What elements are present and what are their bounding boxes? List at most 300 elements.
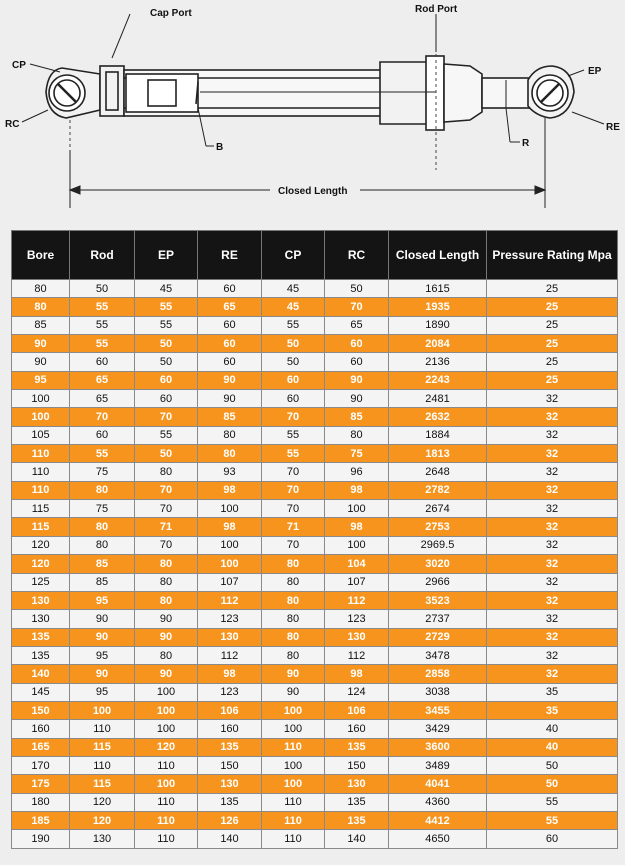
cell-rc: 112 [325, 646, 389, 664]
cell-bore: 80 [12, 298, 70, 316]
cell-ep: 70 [135, 408, 198, 426]
cell-re: 112 [198, 591, 262, 609]
cell-rod: 110 [70, 756, 135, 774]
cell-closed-length: 3489 [389, 756, 487, 774]
cell-rc: 60 [325, 335, 389, 353]
cell-re: 60 [198, 353, 262, 371]
cell-closed-length: 2481 [389, 390, 487, 408]
cell-cp: 55 [262, 316, 325, 334]
col-ep-header: EP [135, 231, 198, 280]
cell-closed-length: 2084 [389, 335, 487, 353]
cell-bore: 165 [12, 738, 70, 756]
cell-ep: 90 [135, 628, 198, 646]
table-row [12, 811, 618, 829]
cell-rod: 60 [70, 426, 135, 444]
table-row [12, 426, 618, 444]
cell-closed-length: 1935 [389, 298, 487, 316]
table-row [12, 646, 618, 664]
cell-rod: 115 [70, 775, 135, 793]
cell-ep: 55 [135, 426, 198, 444]
cell-bore: 130 [12, 591, 70, 609]
cell-bore: 125 [12, 573, 70, 591]
cell-bore: 100 [12, 408, 70, 426]
cell-rc: 100 [325, 500, 389, 518]
cell-cp: 70 [262, 481, 325, 499]
cell-rod: 70 [70, 408, 135, 426]
cell-closed-length: 4360 [389, 793, 487, 811]
cell-bore: 135 [12, 646, 70, 664]
cell-rod: 75 [70, 500, 135, 518]
cell-re: 123 [198, 610, 262, 628]
cell-rc: 98 [325, 518, 389, 536]
col-pressure-rating-header: Pressure Rating Mpa [487, 231, 618, 280]
cell-rc: 135 [325, 738, 389, 756]
cell-ep: 80 [135, 463, 198, 481]
cell-cp: 45 [262, 280, 325, 298]
cell-rc: 90 [325, 390, 389, 408]
table-body [12, 280, 618, 849]
table-row [12, 738, 618, 756]
col-bore-header: Bore [12, 231, 70, 280]
cell-cp: 70 [262, 536, 325, 554]
cell-rod: 55 [70, 298, 135, 316]
cell-cp: 80 [262, 573, 325, 591]
cell-pressure-rating: 32 [487, 445, 618, 463]
cell-bore: 140 [12, 665, 70, 683]
cell-closed-length: 3429 [389, 720, 487, 738]
cell-rc: 96 [325, 463, 389, 481]
cell-closed-length: 2858 [389, 665, 487, 683]
cell-pressure-rating: 35 [487, 683, 618, 701]
cell-rod: 65 [70, 390, 135, 408]
table-row [12, 610, 618, 628]
cell-re: 85 [198, 408, 262, 426]
cell-ep: 110 [135, 793, 198, 811]
cell-re: 80 [198, 445, 262, 463]
cell-rod: 80 [70, 518, 135, 536]
cell-rc: 90 [325, 371, 389, 389]
cell-closed-length: 3600 [389, 738, 487, 756]
table-row [12, 830, 618, 848]
cell-rod: 55 [70, 316, 135, 334]
cell-rc: 160 [325, 720, 389, 738]
cell-closed-length: 2674 [389, 500, 487, 518]
cell-re: 140 [198, 830, 262, 848]
cell-re: 60 [198, 316, 262, 334]
cell-pressure-rating: 32 [487, 573, 618, 591]
cell-ep: 50 [135, 335, 198, 353]
cell-re: 90 [198, 390, 262, 408]
cell-rc: 104 [325, 555, 389, 573]
cell-closed-length: 3020 [389, 555, 487, 573]
table-row [12, 280, 618, 298]
table-row [12, 335, 618, 353]
table-row [12, 353, 618, 371]
cell-ep: 80 [135, 646, 198, 664]
cell-cp: 50 [262, 353, 325, 371]
cell-pressure-rating: 25 [487, 335, 618, 353]
cell-closed-length: 3523 [389, 591, 487, 609]
cell-bore: 175 [12, 775, 70, 793]
cell-cp: 80 [262, 555, 325, 573]
table-row [12, 665, 618, 683]
cell-re: 60 [198, 280, 262, 298]
cell-rod: 55 [70, 445, 135, 463]
cell-ep: 110 [135, 756, 198, 774]
cell-pressure-rating: 32 [487, 610, 618, 628]
cell-bore: 135 [12, 628, 70, 646]
cell-ep: 90 [135, 665, 198, 683]
cell-closed-length: 2753 [389, 518, 487, 536]
cell-cp: 60 [262, 390, 325, 408]
cell-bore: 80 [12, 280, 70, 298]
cell-rod: 90 [70, 610, 135, 628]
cell-closed-length: 2729 [389, 628, 487, 646]
cell-bore: 110 [12, 481, 70, 499]
cell-cp: 100 [262, 701, 325, 719]
cell-rod: 110 [70, 720, 135, 738]
cell-bore: 105 [12, 426, 70, 444]
cell-pressure-rating: 32 [487, 463, 618, 481]
table-row [12, 445, 618, 463]
col-re-header: RE [198, 231, 262, 280]
cell-re: 130 [198, 628, 262, 646]
cell-closed-length: 2966 [389, 573, 487, 591]
cell-closed-length: 3038 [389, 683, 487, 701]
cell-pressure-rating: 32 [487, 500, 618, 518]
cell-closed-length: 4650 [389, 830, 487, 848]
cell-bore: 95 [12, 371, 70, 389]
cell-rod: 95 [70, 683, 135, 701]
cell-pressure-rating: 40 [487, 720, 618, 738]
cell-closed-length: 2969.5 [389, 536, 487, 554]
cell-bore: 130 [12, 610, 70, 628]
cell-pressure-rating: 32 [487, 426, 618, 444]
cell-rod: 75 [70, 463, 135, 481]
table-row [12, 371, 618, 389]
cell-ep: 80 [135, 591, 198, 609]
cell-rc: 70 [325, 298, 389, 316]
cell-ep: 50 [135, 445, 198, 463]
cell-bore: 85 [12, 316, 70, 334]
cell-rod: 55 [70, 335, 135, 353]
cell-rod: 60 [70, 353, 135, 371]
cell-rc: 98 [325, 665, 389, 683]
cell-rc: 150 [325, 756, 389, 774]
cell-rc: 107 [325, 573, 389, 591]
cell-pressure-rating: 32 [487, 628, 618, 646]
cell-ep: 55 [135, 316, 198, 334]
cell-rc: 98 [325, 481, 389, 499]
table-row [12, 500, 618, 518]
cell-cp: 80 [262, 591, 325, 609]
cell-re: 150 [198, 756, 262, 774]
cell-rod: 50 [70, 280, 135, 298]
table-row [12, 536, 618, 554]
cell-bore: 150 [12, 701, 70, 719]
cell-re: 106 [198, 701, 262, 719]
re-label: RE [606, 122, 620, 133]
cell-bore: 185 [12, 811, 70, 829]
cell-bore: 90 [12, 353, 70, 371]
cell-cp: 80 [262, 610, 325, 628]
r-label: R [522, 138, 530, 149]
cell-ep: 80 [135, 573, 198, 591]
cell-pressure-rating: 32 [487, 646, 618, 664]
cell-pressure-rating: 32 [487, 390, 618, 408]
cell-pressure-rating: 32 [487, 665, 618, 683]
cell-ep: 70 [135, 500, 198, 518]
cell-bore: 145 [12, 683, 70, 701]
cell-ep: 120 [135, 738, 198, 756]
cell-rod: 85 [70, 573, 135, 591]
cell-pressure-rating: 25 [487, 316, 618, 334]
table-row [12, 390, 618, 408]
cell-closed-length: 2648 [389, 463, 487, 481]
cell-cp: 100 [262, 720, 325, 738]
cell-pressure-rating: 60 [487, 830, 618, 848]
cell-ep: 70 [135, 481, 198, 499]
cell-rod: 130 [70, 830, 135, 848]
cell-closed-length: 2632 [389, 408, 487, 426]
cell-rod: 80 [70, 481, 135, 499]
cell-cp: 55 [262, 426, 325, 444]
cell-cp: 90 [262, 665, 325, 683]
cell-re: 98 [198, 665, 262, 683]
cell-pressure-rating: 32 [487, 591, 618, 609]
spec-table [11, 230, 618, 849]
cell-rod: 85 [70, 555, 135, 573]
cylinder-spec-table [11, 230, 617, 849]
table-row [12, 775, 618, 793]
cell-closed-length: 1884 [389, 426, 487, 444]
cell-closed-length: 4041 [389, 775, 487, 793]
cell-bore: 120 [12, 536, 70, 554]
cell-rc: 112 [325, 591, 389, 609]
cell-rc: 80 [325, 426, 389, 444]
cell-cp: 110 [262, 811, 325, 829]
cell-ep: 60 [135, 371, 198, 389]
cell-cp: 71 [262, 518, 325, 536]
cell-bore: 90 [12, 335, 70, 353]
cell-pressure-rating: 32 [487, 518, 618, 536]
cell-re: 135 [198, 738, 262, 756]
cell-ep: 110 [135, 830, 198, 848]
table-header-row [12, 231, 618, 280]
cell-ep: 110 [135, 811, 198, 829]
cell-cp: 110 [262, 738, 325, 756]
cell-rc: 135 [325, 793, 389, 811]
cell-ep: 45 [135, 280, 198, 298]
col-closed-length-header: Closed Length [389, 231, 487, 280]
col-rc-header: RC [325, 231, 389, 280]
table-row [12, 316, 618, 334]
cell-closed-length: 2243 [389, 371, 487, 389]
cell-cp: 90 [262, 683, 325, 701]
cell-closed-length: 1813 [389, 445, 487, 463]
cell-re: 100 [198, 536, 262, 554]
cell-cp: 110 [262, 793, 325, 811]
rc-label: RC [5, 119, 20, 130]
cell-closed-length: 1615 [389, 280, 487, 298]
cell-pressure-rating: 50 [487, 775, 618, 793]
cell-rod: 90 [70, 628, 135, 646]
cell-rc: 65 [325, 316, 389, 334]
cell-ep: 90 [135, 610, 198, 628]
cell-re: 126 [198, 811, 262, 829]
cell-ep: 80 [135, 555, 198, 573]
cell-rod: 95 [70, 591, 135, 609]
cell-pressure-rating: 32 [487, 481, 618, 499]
cell-cp: 70 [262, 500, 325, 518]
cell-re: 100 [198, 500, 262, 518]
cell-re: 98 [198, 481, 262, 499]
cell-re: 123 [198, 683, 262, 701]
cell-cp: 45 [262, 298, 325, 316]
cell-bore: 110 [12, 445, 70, 463]
cell-cp: 60 [262, 371, 325, 389]
ep-label: EP [588, 66, 602, 77]
cell-rod: 100 [70, 701, 135, 719]
cell-bore: 115 [12, 500, 70, 518]
cell-pressure-rating: 25 [487, 280, 618, 298]
cell-bore: 190 [12, 830, 70, 848]
table-row [12, 683, 618, 701]
cell-pressure-rating: 32 [487, 408, 618, 426]
table-row [12, 481, 618, 499]
cell-cp: 55 [262, 445, 325, 463]
cell-cp: 80 [262, 628, 325, 646]
cell-re: 80 [198, 426, 262, 444]
cell-pressure-rating: 25 [487, 371, 618, 389]
cell-closed-length: 2782 [389, 481, 487, 499]
cell-pressure-rating: 40 [487, 738, 618, 756]
cell-closed-length: 2136 [389, 353, 487, 371]
table-row [12, 591, 618, 609]
cell-pressure-rating: 32 [487, 536, 618, 554]
cell-bore: 180 [12, 793, 70, 811]
cell-rc: 124 [325, 683, 389, 701]
cell-ep: 100 [135, 683, 198, 701]
cell-rc: 140 [325, 830, 389, 848]
table-row [12, 555, 618, 573]
cell-re: 160 [198, 720, 262, 738]
cell-closed-length: 4412 [389, 811, 487, 829]
cell-re: 90 [198, 371, 262, 389]
cell-re: 135 [198, 793, 262, 811]
cell-pressure-rating: 55 [487, 793, 618, 811]
cell-ep: 50 [135, 353, 198, 371]
table-row [12, 518, 618, 536]
cylinder-drawing [0, 0, 625, 215]
cell-re: 107 [198, 573, 262, 591]
cell-pressure-rating: 55 [487, 811, 618, 829]
cap-port-label: Cap Port [150, 8, 192, 19]
cell-cp: 80 [262, 646, 325, 664]
cell-cp: 110 [262, 830, 325, 848]
table-row [12, 573, 618, 591]
table-row [12, 701, 618, 719]
cell-rod: 115 [70, 738, 135, 756]
table-row [12, 756, 618, 774]
cell-bore: 170 [12, 756, 70, 774]
cp-label: CP [12, 60, 26, 71]
cell-re: 60 [198, 335, 262, 353]
cell-re: 100 [198, 555, 262, 573]
cell-rc: 135 [325, 811, 389, 829]
table-row [12, 628, 618, 646]
cell-ep: 60 [135, 390, 198, 408]
cell-pressure-rating: 25 [487, 353, 618, 371]
b-label: B [216, 142, 224, 153]
cell-rod: 95 [70, 646, 135, 664]
cell-bore: 160 [12, 720, 70, 738]
cell-closed-length: 1890 [389, 316, 487, 334]
cell-bore: 110 [12, 463, 70, 481]
cell-rc: 100 [325, 536, 389, 554]
table-row [12, 463, 618, 481]
cell-pressure-rating: 32 [487, 555, 618, 573]
cell-bore: 120 [12, 555, 70, 573]
cell-cp: 70 [262, 408, 325, 426]
cell-rc: 130 [325, 775, 389, 793]
cell-closed-length: 3455 [389, 701, 487, 719]
cell-re: 130 [198, 775, 262, 793]
table-row [12, 720, 618, 738]
cell-closed-length: 3478 [389, 646, 487, 664]
cell-rod: 90 [70, 665, 135, 683]
cylinder-diagram [0, 0, 625, 215]
cell-cp: 100 [262, 756, 325, 774]
cell-ep: 100 [135, 775, 198, 793]
cell-ep: 100 [135, 701, 198, 719]
cell-ep: 70 [135, 536, 198, 554]
cell-bore: 100 [12, 390, 70, 408]
cell-rc: 50 [325, 280, 389, 298]
closed-length-label: Closed Length [278, 186, 348, 197]
cell-cp: 100 [262, 775, 325, 793]
cell-re: 98 [198, 518, 262, 536]
cell-pressure-rating: 50 [487, 756, 618, 774]
cell-rod: 65 [70, 371, 135, 389]
cell-ep: 71 [135, 518, 198, 536]
cell-rc: 123 [325, 610, 389, 628]
cell-rc: 85 [325, 408, 389, 426]
cell-re: 65 [198, 298, 262, 316]
table-row [12, 298, 618, 316]
cell-rc: 60 [325, 353, 389, 371]
cell-pressure-rating: 35 [487, 701, 618, 719]
col-rod-header: Rod [70, 231, 135, 280]
cell-ep: 100 [135, 720, 198, 738]
cell-rc: 130 [325, 628, 389, 646]
rod-port-label: Rod Port [415, 4, 458, 15]
cell-pressure-rating: 25 [487, 298, 618, 316]
cell-cp: 70 [262, 463, 325, 481]
table-row [12, 408, 618, 426]
cell-re: 112 [198, 646, 262, 664]
cell-ep: 55 [135, 298, 198, 316]
cell-cp: 50 [262, 335, 325, 353]
col-cp-header: CP [262, 231, 325, 280]
cell-rod: 120 [70, 793, 135, 811]
cell-bore: 115 [12, 518, 70, 536]
cell-rod: 120 [70, 811, 135, 829]
table-row [12, 793, 618, 811]
cell-rc: 106 [325, 701, 389, 719]
cell-closed-length: 2737 [389, 610, 487, 628]
cell-rc: 75 [325, 445, 389, 463]
